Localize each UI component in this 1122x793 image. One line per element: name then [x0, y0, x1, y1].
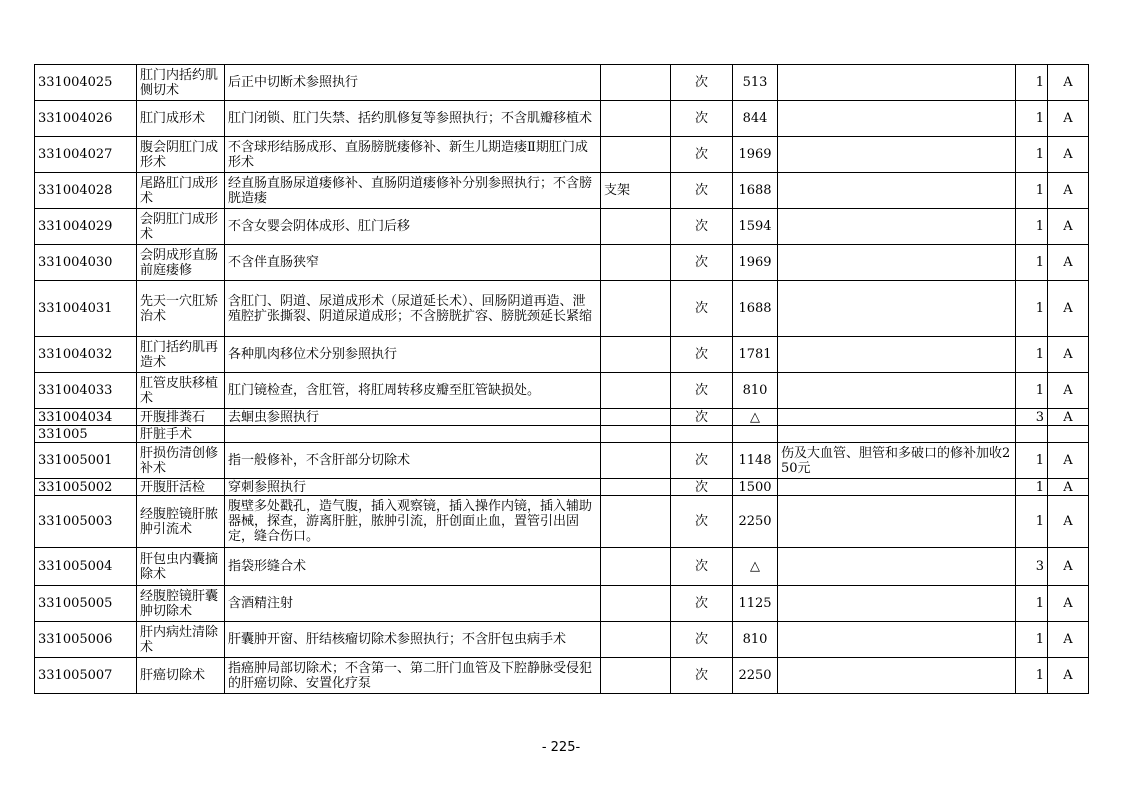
item-category: A	[1048, 479, 1089, 496]
fee-table-body	[35, 65, 1089, 694]
item-name: 肝包虫内囊摘除术	[137, 548, 225, 586]
item-code: 331004030	[35, 245, 137, 281]
item-unit: 次	[671, 479, 733, 496]
item-code: 331005006	[35, 622, 137, 658]
item-category: A	[1048, 622, 1089, 658]
item-class: 1	[1016, 137, 1048, 173]
item-code: 331004027	[35, 137, 137, 173]
item-code: 331005005	[35, 586, 137, 622]
item-price: 1500	[733, 479, 778, 496]
item-exclusion	[601, 443, 671, 479]
item-unit: 次	[671, 65, 733, 101]
item-exclusion: 支架	[601, 173, 671, 209]
item-name: 开腹肝活检	[137, 479, 225, 496]
item-class: 1	[1016, 479, 1048, 496]
table-row	[35, 373, 1089, 409]
item-content: 肛门镜检查，含肛管，将肛周转移皮瓣至肛管缺损处。	[225, 373, 601, 409]
item-class: 1	[1016, 373, 1048, 409]
item-unit: 次	[671, 281, 733, 337]
item-price: 1688	[733, 281, 778, 337]
item-exclusion	[601, 496, 671, 548]
item-note	[778, 65, 1016, 101]
item-category: A	[1048, 137, 1089, 173]
item-exclusion	[601, 426, 671, 443]
item-category: A	[1048, 173, 1089, 209]
item-exclusion	[601, 658, 671, 694]
item-note	[778, 281, 1016, 337]
item-category: A	[1048, 281, 1089, 337]
item-exclusion	[601, 479, 671, 496]
item-category: A	[1048, 65, 1089, 101]
table-row	[35, 337, 1089, 373]
item-price: 1148	[733, 443, 778, 479]
item-unit: 次	[671, 245, 733, 281]
table-row	[35, 586, 1089, 622]
item-category	[1048, 426, 1089, 443]
item-content: 各种肌肉移位术分别参照执行	[225, 337, 601, 373]
item-exclusion	[601, 622, 671, 658]
item-code: 331004028	[35, 173, 137, 209]
item-content: 肝囊肿开窗、肝结核瘤切除术参照执行；不含肝包虫病手术	[225, 622, 601, 658]
item-note	[778, 137, 1016, 173]
item-content: 指一般修补，不含肝部分切除术	[225, 443, 601, 479]
item-name: 肛门成形术	[137, 101, 225, 137]
table-row	[35, 209, 1089, 245]
item-class: 3	[1016, 409, 1048, 426]
table-row	[35, 496, 1089, 548]
item-content: 含酒精注射	[225, 586, 601, 622]
item-category: A	[1048, 586, 1089, 622]
table-row	[35, 548, 1089, 586]
item-content: 不含女婴会阴体成形、肛门后移	[225, 209, 601, 245]
item-content: 肛门闭锁、肛门失禁、括约肌修复等参照执行；不含肌瓣移植术	[225, 101, 601, 137]
item-exclusion	[601, 65, 671, 101]
item-unit: 次	[671, 443, 733, 479]
item-content: 去蛔虫参照执行	[225, 409, 601, 426]
table-row	[35, 245, 1089, 281]
item-name: 先天一穴肛矫治术	[137, 281, 225, 337]
item-content: 不含伴直肠狭窄	[225, 245, 601, 281]
item-unit: 次	[671, 373, 733, 409]
item-price: 844	[733, 101, 778, 137]
item-content: 指癌肿局部切除术；不含第一、第二肝门血管及下腔静脉受侵犯的肝癌切除、安置化疗泵	[225, 658, 601, 694]
item-unit	[671, 426, 733, 443]
item-exclusion	[601, 548, 671, 586]
item-note: 伤及大血管、胆管和多破口的修补加收250元	[778, 443, 1016, 479]
item-note	[778, 337, 1016, 373]
item-note	[778, 209, 1016, 245]
item-exclusion	[601, 281, 671, 337]
item-class: 1	[1016, 337, 1048, 373]
item-code: 331004026	[35, 101, 137, 137]
item-unit: 次	[671, 173, 733, 209]
item-code: 331005007	[35, 658, 137, 694]
item-content: 经直肠直肠尿道瘘修补、直肠阴道瘘修补分别参照执行；不含膀胱造瘘	[225, 173, 601, 209]
table-row	[35, 409, 1089, 426]
item-exclusion	[601, 409, 671, 426]
item-unit: 次	[671, 622, 733, 658]
item-name: 肛门括约肌再造术	[137, 337, 225, 373]
item-code: 331004034	[35, 409, 137, 426]
item-category: A	[1048, 548, 1089, 586]
item-category: A	[1048, 658, 1089, 694]
item-note	[778, 479, 1016, 496]
item-name: 腹会阴肛门成形术	[137, 137, 225, 173]
item-code: 331005002	[35, 479, 137, 496]
item-name: 肝内病灶清除术	[137, 622, 225, 658]
item-note	[778, 173, 1016, 209]
item-price: 1969	[733, 245, 778, 281]
item-content: 不含球形结肠成形、直肠膀胱瘘修补、新生儿期造瘘Ⅱ期肛门成形术	[225, 137, 601, 173]
item-note	[778, 373, 1016, 409]
item-class: 1	[1016, 443, 1048, 479]
item-class	[1016, 426, 1048, 443]
item-code: 331004033	[35, 373, 137, 409]
table-row	[35, 173, 1089, 209]
item-price: 2250	[733, 658, 778, 694]
item-price: 1125	[733, 586, 778, 622]
item-exclusion	[601, 101, 671, 137]
table-row	[35, 137, 1089, 173]
item-price	[733, 426, 778, 443]
item-class: 3	[1016, 548, 1048, 586]
item-class: 1	[1016, 586, 1048, 622]
item-class: 1	[1016, 622, 1048, 658]
table-row	[35, 281, 1089, 337]
page-number: - 225-	[541, 740, 581, 755]
item-category: A	[1048, 337, 1089, 373]
item-name: 会阴成形直肠前庭瘘修	[137, 245, 225, 281]
item-content: 后正中切断术参照执行	[225, 65, 601, 101]
item-exclusion	[601, 373, 671, 409]
item-exclusion	[601, 586, 671, 622]
item-note	[778, 548, 1016, 586]
item-note	[778, 409, 1016, 426]
item-name: 肝脏手术	[137, 426, 225, 443]
table-row	[35, 426, 1089, 443]
item-price: 1688	[733, 173, 778, 209]
item-unit: 次	[671, 496, 733, 548]
item-unit: 次	[671, 337, 733, 373]
item-class: 1	[1016, 65, 1048, 101]
item-name: 肝损伤清创修补术	[137, 443, 225, 479]
table-row	[35, 658, 1089, 694]
item-category: A	[1048, 101, 1089, 137]
item-unit: 次	[671, 658, 733, 694]
item-code: 331005004	[35, 548, 137, 586]
item-unit: 次	[671, 586, 733, 622]
item-name: 肝癌切除术	[137, 658, 225, 694]
item-category: A	[1048, 409, 1089, 426]
item-unit: 次	[671, 548, 733, 586]
item-note	[778, 622, 1016, 658]
item-content	[225, 426, 601, 443]
item-unit: 次	[671, 209, 733, 245]
item-note	[778, 496, 1016, 548]
item-name: 肛门内括约肌侧切术	[137, 65, 225, 101]
item-price: 2250	[733, 496, 778, 548]
item-name: 经腹腔镜肝囊肿切除术	[137, 586, 225, 622]
item-unit: 次	[671, 137, 733, 173]
item-content: 腹壁多处戳孔，造气腹，插入观察镜，插入操作内镜，插入辅助器械，探查，游离肝脏，脓肿引流，肝创面止血，置管引出固定，缝合伤口。	[225, 496, 601, 548]
item-code: 331004025	[35, 65, 137, 101]
item-price: △	[733, 548, 778, 586]
item-name: 肛管皮肤移植术	[137, 373, 225, 409]
item-price: △	[733, 409, 778, 426]
item-note	[778, 101, 1016, 137]
item-name: 开腹排粪石	[137, 409, 225, 426]
item-class: 1	[1016, 281, 1048, 337]
item-note	[778, 658, 1016, 694]
item-note	[778, 586, 1016, 622]
item-price: 513	[733, 65, 778, 101]
item-code: 331004029	[35, 209, 137, 245]
item-unit: 次	[671, 409, 733, 426]
item-content: 穿刺参照执行	[225, 479, 601, 496]
item-exclusion	[601, 245, 671, 281]
table-row	[35, 443, 1089, 479]
item-content: 指袋形缝合术	[225, 548, 601, 586]
item-category: A	[1048, 496, 1089, 548]
item-code: 331004031	[35, 281, 137, 337]
table-row	[35, 622, 1089, 658]
item-name: 会阴肛门成形术	[137, 209, 225, 245]
item-category: A	[1048, 373, 1089, 409]
item-price: 810	[733, 373, 778, 409]
item-class: 1	[1016, 173, 1048, 209]
item-exclusion	[601, 209, 671, 245]
item-name: 经腹腔镜肝脓肿引流术	[137, 496, 225, 548]
item-exclusion	[601, 337, 671, 373]
item-price: 1594	[733, 209, 778, 245]
item-content: 含肛门、阴道、尿道成形术（尿道延长术）、回肠阴道再造、泄殖腔扩张撕裂、阴道尿道成形；不含膀胱扩容、膀胱颈延长紧缩	[225, 281, 601, 337]
item-class: 1	[1016, 496, 1048, 548]
item-code: 331004032	[35, 337, 137, 373]
item-category: A	[1048, 209, 1089, 245]
item-class: 1	[1016, 101, 1048, 137]
item-price: 1969	[733, 137, 778, 173]
item-code: 331005	[35, 426, 137, 443]
item-class: 1	[1016, 658, 1048, 694]
item-category: A	[1048, 245, 1089, 281]
table-row	[35, 65, 1089, 101]
item-class: 1	[1016, 209, 1048, 245]
fee-table	[34, 64, 1089, 694]
table-row	[35, 479, 1089, 496]
item-unit: 次	[671, 101, 733, 137]
item-price: 810	[733, 622, 778, 658]
item-note	[778, 245, 1016, 281]
item-price: 1781	[733, 337, 778, 373]
item-exclusion	[601, 137, 671, 173]
item-class: 1	[1016, 245, 1048, 281]
item-code: 331005003	[35, 496, 137, 548]
item-note	[778, 426, 1016, 443]
item-code: 331005001	[35, 443, 137, 479]
item-category: A	[1048, 443, 1089, 479]
table-row	[35, 101, 1089, 137]
item-name: 尾路肛门成形术	[137, 173, 225, 209]
